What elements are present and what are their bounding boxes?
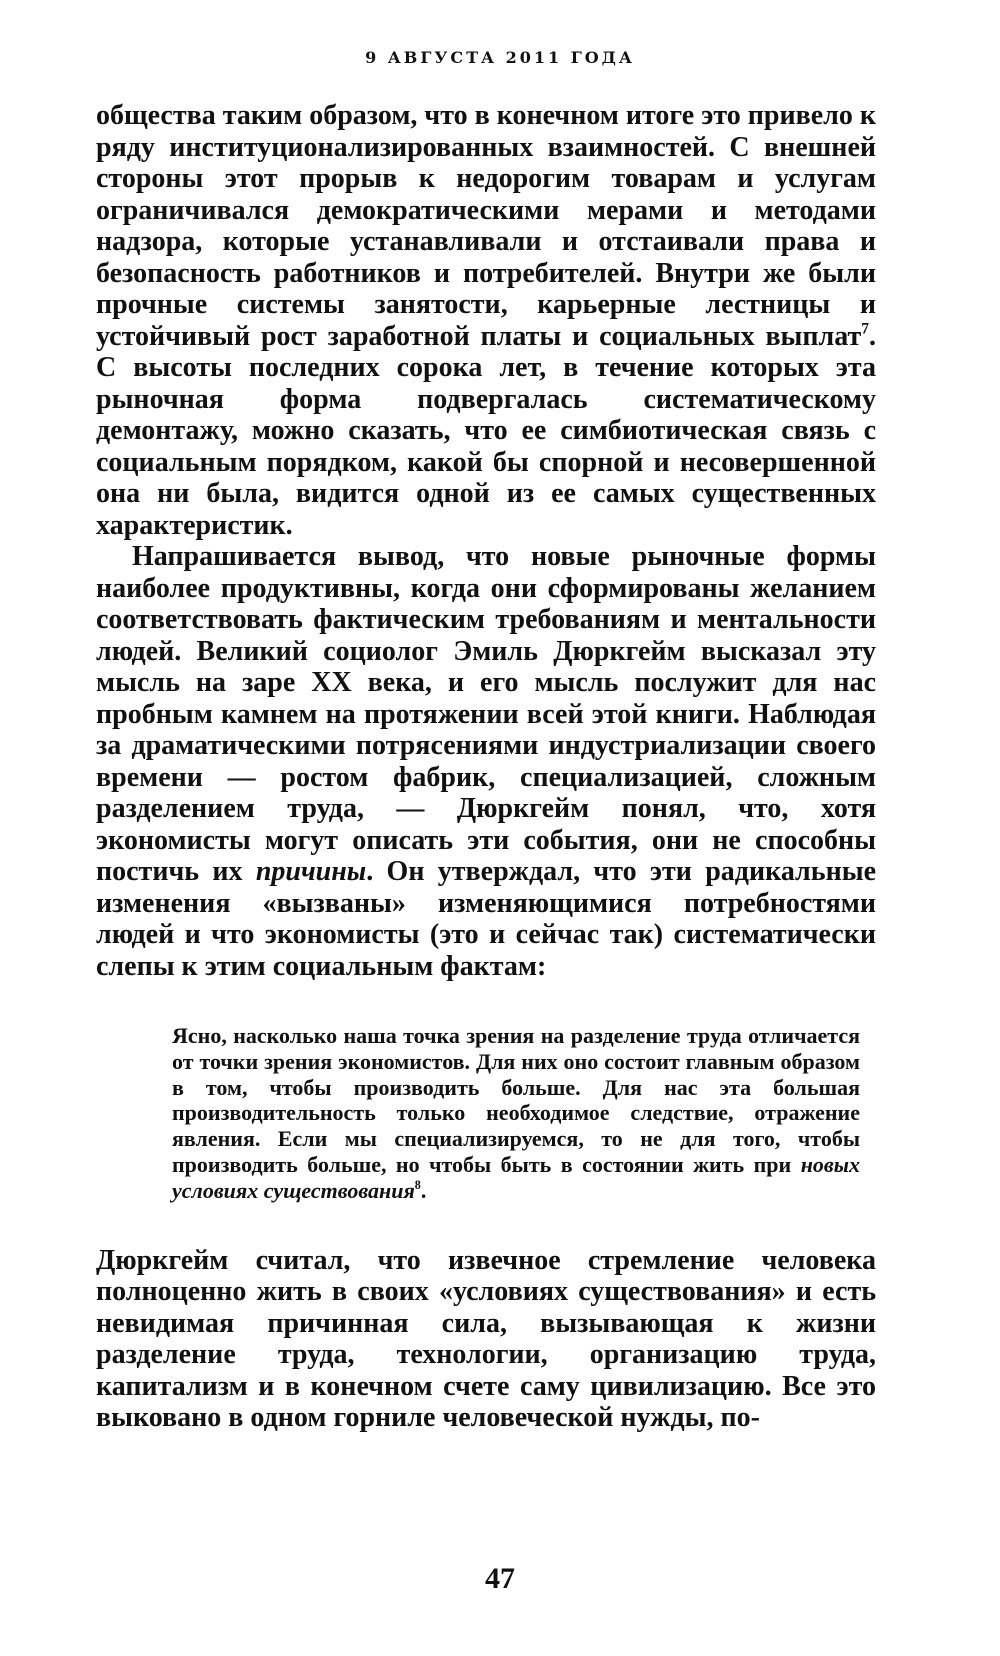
body-text	[96, 100, 876, 1434]
paragraph-text: общества таким образом, что в конечном итоге это привело к ряду институционализированных взаимностей. С внешней стороны этот прорыв к недорогим товарам и услугам ограничивался демократическими мерами и методами надзора, которые устанавливали и отстаивали права и безопасность работников и потребителей. Внутри же были прочные системы занятости, карьерные лестницы и устойчивый рост заработной платы и социальных выплат	[96, 100, 876, 352]
paragraph-text: . С высоты последних сорока лет, в течение которых эта рыночная форма подвергалась систематическому демонтажу, можно сказать, что ее симбиотическая связь с социальным порядком, какой бы спорной и несовершенной она ни была, видится одной из ее самых существенных характеристик.	[96, 320, 876, 541]
running-head: 9 АВГУСТА 2011 ГОДА	[365, 48, 635, 67]
paragraph-text: Дюркгейм считал, что извечное стремление человека полноценно жить в своих «условиях существования» и есть невидимая причинная сила, вызывающая к жизни разделение труда, технологии, организацию труда, капитализм и в конечном счете саму цивилизацию. Все это выковано в одном горниле человеческой нужды, по-	[96, 1244, 876, 1434]
paragraph	[96, 1245, 876, 1434]
quote-text: .	[420, 1177, 427, 1203]
page-number: 47	[485, 1562, 515, 1595]
emphasis-text: новых условиях существования	[172, 1151, 860, 1203]
emphasis-text: причины	[255, 856, 367, 887]
paragraph-text: Напрашивается вывод, что новые рыночные формы наиболее продуктивны, когда они сформированы желанием соответствовать фактическим требованиям и ментальности людей. Великий социолог Эмиль Дюркгейм высказал эту мысль на заре XX века, и его мысль послужит для нас пробным камнем на протяжении всей этой книги. Наблюдая за драматическими потрясениями индустриализации своего времени — ростом фабрик, специализацией, сложным разделением труда, — Дюркгейм понял, что, хотя экономисты могут описать эти события, они не способны постичь их	[96, 541, 876, 887]
paragraph	[96, 541, 876, 982]
paragraph-continuation	[96, 100, 876, 541]
paragraph-text: . Он утверждал, что эти радикальные изменения «вызваны» изменяющимися потребностями людей и что экономисты (это и сейчас так) систематически слепы к этим социальным фактам:	[96, 856, 876, 982]
footnote-reference: 8	[414, 1177, 421, 1192]
quote-text: Ясно, насколько наша точка зрения на разделение труда отличается от точки зрения экономистов. Для них оно состоит главным образом в том, чтобы производить больше. Для нас эта большая производительность только необходимое следствие, отражение явления. Если мы специализируемся, то не для того, чтобы производить больше, но чтобы быть в состоянии жить при	[172, 1023, 860, 1177]
block-quote	[172, 1023, 860, 1204]
footnote-reference: 7	[861, 319, 869, 337]
